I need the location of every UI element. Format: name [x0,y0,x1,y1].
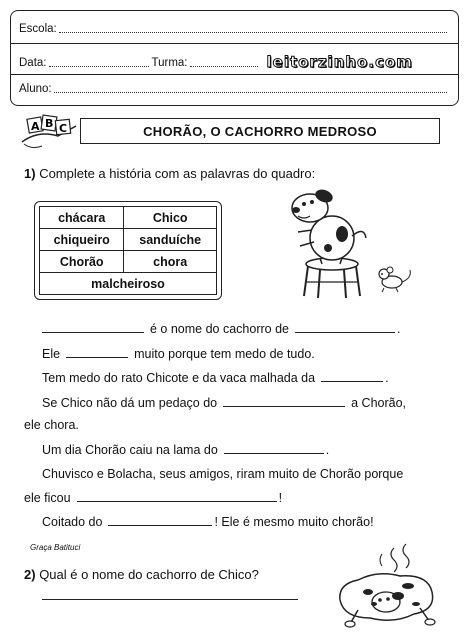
school-label: Escola: [19,23,57,35]
story-text: Coitado do [42,515,103,529]
word-cell: malcheiroso [40,273,217,295]
question-2-text: Qual é o nome do cachorro de Chico? [39,567,259,582]
answer-blank[interactable] [42,332,144,333]
story-line-3 [42,371,389,385]
date-class-row [19,53,450,69]
word-row [40,229,217,251]
word-box [34,201,222,300]
story-text: é o nome do cachorro de [150,322,289,336]
question-1 [24,166,315,181]
word-cell: chiqueiro [40,229,124,251]
story-line-9 [42,515,374,529]
story-text: . [385,371,389,385]
word-row [40,207,217,229]
dog-on-stool-illustration [280,186,420,302]
story-line-4 [42,396,406,410]
school-field[interactable] [59,32,447,33]
answer-blank[interactable] [223,406,345,407]
story-line-7 [42,467,403,481]
story-text: Ele [42,347,61,361]
story-text: Chuvisco e Bolacha, seus amigos, riram muito de Chorão porque [42,467,404,481]
story-text: a Chorão, [351,396,407,410]
worksheet-title: CHORÃO, O CACHORRO MEDROSO [80,118,440,144]
answer-blank[interactable] [66,357,128,358]
story-text: ! Ele é mesmo muito chorão! [214,515,374,529]
school-row [19,23,450,35]
date-label: Data: [19,57,47,69]
answer-blank[interactable] [77,501,277,502]
class-field[interactable] [190,66,258,67]
word-cell: chora [124,251,217,273]
word-cell: Chico [124,207,217,229]
story-line-1 [42,322,400,336]
story-text: . [325,443,330,457]
student-row [19,83,450,95]
story-line-8 [24,491,282,505]
story-text: Tem medo do rato Chicote e da vaca malhada da [42,371,316,385]
story-text: ele ficou [24,491,71,505]
svg-text:C: C [59,122,68,135]
story-text: . [396,322,401,336]
divider [11,43,458,44]
date-field[interactable] [49,66,149,67]
abc-blocks-icon [18,112,80,152]
svg-text:A: A [31,120,40,133]
word-cell: Chorão [40,251,124,273]
answer-blank[interactable] [295,332,395,333]
story-line-6 [42,443,329,457]
student-field[interactable] [54,92,447,93]
word-cell: sanduíche [124,229,217,251]
svg-text:B: B [45,117,54,130]
story-text: Se Chico não dá um pedaço do [42,396,218,410]
story-line-2 [42,347,315,361]
story-text: muito porque tem medo de tudo. [134,347,315,361]
answer-blank[interactable] [321,381,383,382]
question-2 [24,567,259,582]
story-line-5 [24,418,79,432]
class-label: Turma: [151,57,188,69]
question-2-number: 2) [24,567,36,582]
answer-blank[interactable] [224,453,324,454]
author-credit: Graça Batituci [30,543,81,552]
word-row [40,273,217,295]
question-1-number: 1) [24,166,36,181]
student-label: Aluno: [19,83,52,95]
brand-logo: leitorzinho.com [266,53,413,71]
story-text: ele chora. [24,418,79,432]
question-2-answer-field[interactable] [42,599,298,600]
story-text: Um dia Chorão caiu na lama do [42,443,218,457]
question-1-text: Complete a história com as palavras do quadro: [39,166,316,181]
dog-in-mud-illustration [334,540,438,630]
student-info-header [10,10,459,106]
word-table [39,206,217,295]
answer-blank[interactable] [108,525,212,526]
divider [11,74,458,75]
story-text: ! [278,491,283,505]
word-cell: chácara [40,207,124,229]
word-row [40,251,217,273]
